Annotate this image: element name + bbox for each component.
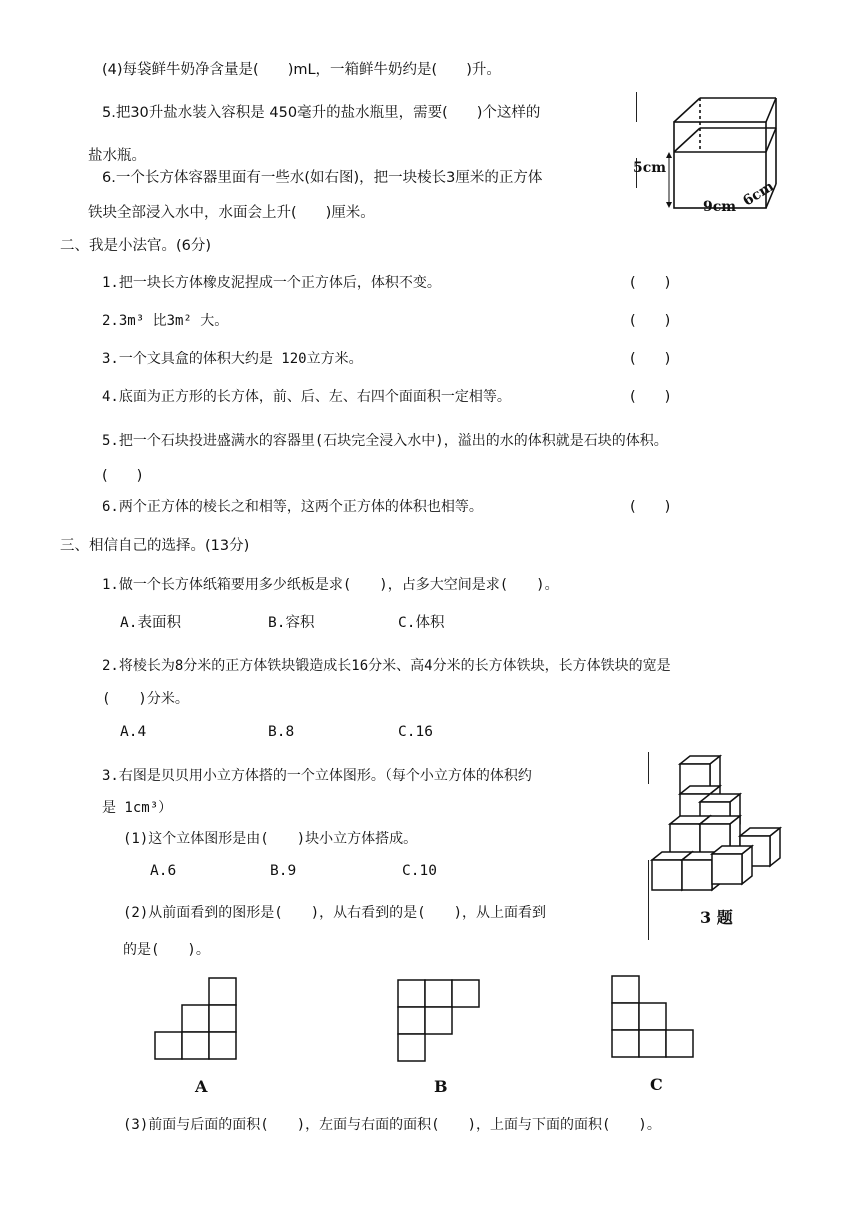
view-option-a-figure [155, 978, 245, 1068]
view-label-b[interactable]: B [434, 1077, 448, 1096]
choice-q2-line2: ( )分米。 [102, 691, 189, 707]
question-1-5-line1: 5.把30升盐水装入容积是 450毫升的盐水瓶里，需要( )个这样的 [102, 105, 541, 121]
view-label-c[interactable]: C [650, 1075, 663, 1094]
judge-item-3: 3.一个文具盒的体积大约是 120立方米。 [102, 351, 363, 367]
question-1-5-line2: 盐水瓶。 [88, 148, 146, 164]
choice-q1-option-a[interactable]: A.表面积 [120, 615, 181, 631]
judge-item-4: 4.底面为正方形的长方体，前、后、左、右四个面面积一定相等。 [102, 389, 511, 405]
judge-item-1: 1.把一块长方体橡皮泥捏成一个正方体后，体积不变。 [102, 275, 441, 291]
question-1-6-line2: 铁块全部浸入水中，水面会上升( )厘米。 [88, 205, 375, 221]
choice-q3-sub1-option-c[interactable]: C.10 [402, 863, 437, 879]
answer-bracket-5[interactable]: ( ) [102, 468, 143, 484]
choice-q3-sub1: (1)这个立体图形是由( )块小立方体搭成。 [123, 831, 418, 847]
judge-item-6: 6.两个正方体的棱长之和相等，这两个正方体的体积也相等。 [102, 499, 483, 515]
length-label: 9cm [703, 199, 737, 215]
choice-q3-sub2-line1: (2)从前面看到的图形是( )，从右看到的是( )，从上面看到 [123, 905, 546, 921]
answer-bracket-4[interactable]: ( ) [630, 389, 671, 405]
choice-q2-line1: 2.将棱长为8分米的正方体铁块锻造成长16分米、高4分米的长方体铁块，长方体铁块的宽是 [102, 658, 671, 674]
choice-q3-line2: 是 1cm³） [102, 800, 173, 816]
figure-divider [648, 752, 649, 784]
section-2-heading: 二、我是小法官。(6分) [60, 238, 212, 254]
judge-item-5: 5.把一个石块投进盛满水的容器里(石块完全浸入水中)，溢出的水的体积就是石块的体积。 [102, 433, 668, 449]
answer-bracket-2[interactable]: ( ) [630, 313, 671, 329]
choice-q3-sub3: (3)前面与后面的面积( )，左面与右面的面积( )，上面与下面的面积( )。 [123, 1117, 661, 1133]
section-3-heading: 三、相信自己的选择。(13分) [60, 538, 250, 554]
cube-stack-figure [650, 756, 800, 906]
choice-q1-option-c[interactable]: C.体积 [398, 615, 445, 631]
choice-q2-option-a[interactable]: A.4 [120, 724, 147, 740]
choice-q3-line1: 3.右图是贝贝用小立方体搭的一个立体图形。（每个小立方体的体积约 [102, 768, 532, 784]
answer-bracket-6[interactable]: ( ) [630, 499, 671, 515]
figure-divider [636, 92, 637, 122]
choice-q3-sub1-option-b[interactable]: B.9 [270, 863, 297, 879]
choice-q2-option-c[interactable]: C.16 [398, 724, 433, 740]
choice-q1: 1.做一个长方体纸箱要用多少纸板是求( )，占多大空间是求( )。 [102, 577, 559, 593]
answer-bracket-3[interactable]: ( ) [630, 351, 671, 367]
choice-q3-sub1-option-a[interactable]: A.6 [150, 863, 177, 879]
cube-figure-caption: 3 题 [700, 908, 733, 927]
view-option-b-figure [398, 980, 488, 1070]
question-1-6-line1: 6.一个长方体容器里面有一些水(如右图)，把一块棱长3厘米的正方体 [102, 170, 543, 186]
question-1-4: (4)每袋鲜牛奶净含量是( )mL，一箱鲜牛奶约是( )升。 [102, 62, 501, 78]
choice-q2-option-b[interactable]: B.8 [268, 724, 295, 740]
figure-divider [648, 860, 649, 940]
choice-q1-option-b[interactable]: B.容积 [268, 615, 315, 631]
answer-bracket-1[interactable]: ( ) [630, 275, 671, 291]
view-label-a[interactable]: A [195, 1077, 208, 1096]
height-label: 5cm [633, 160, 667, 176]
choice-q3-sub2-line2: 的是( )。 [123, 942, 210, 958]
judge-item-2: 2.3m³ 比3m² 大。 [102, 313, 229, 329]
width-label: 6cm [740, 178, 777, 210]
view-option-c-figure [612, 976, 702, 1066]
